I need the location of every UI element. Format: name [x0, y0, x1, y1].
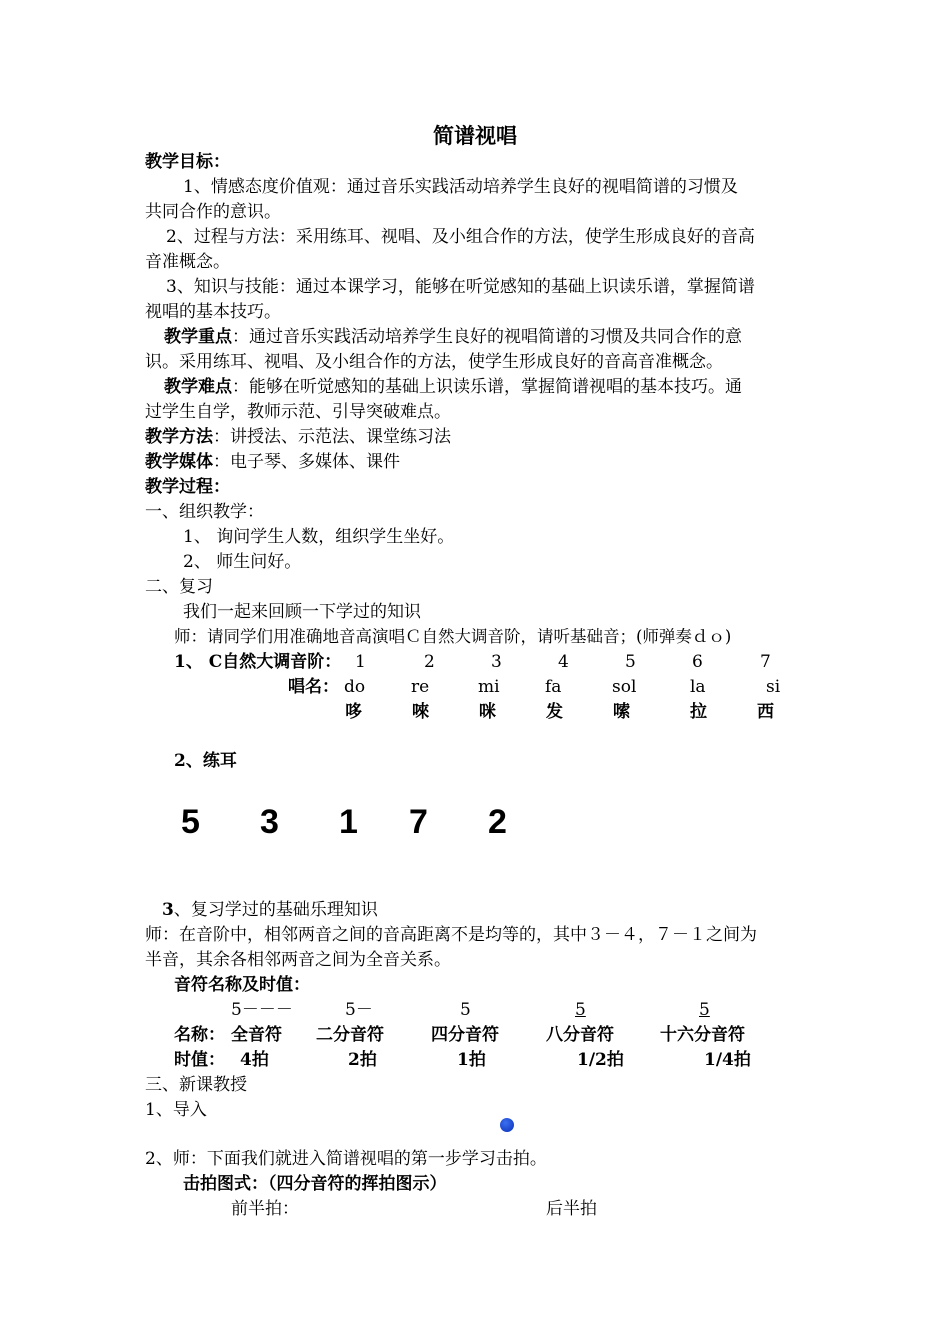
- process-heading: 教学过程：: [145, 477, 230, 497]
- scale-number: 1: [355, 652, 366, 672]
- solfege-syllable: fa: [545, 677, 562, 697]
- solfege-label: 唱名：: [288, 677, 339, 697]
- beat-diagram-heading: 击拍图式：（四分音符的挥拍图示）: [183, 1174, 447, 1194]
- note-symbol: 5: [575, 1000, 586, 1020]
- solfege-syllable: mi: [478, 677, 500, 697]
- review-number: 3: [162, 900, 174, 920]
- note-name: 二分音符: [316, 1025, 384, 1045]
- note-name: 四分音符: [431, 1025, 499, 1045]
- ear-note: 5: [181, 803, 200, 841]
- ear-note: 3: [260, 803, 279, 841]
- solfege-chinese: 拉: [690, 702, 707, 722]
- difficulty-line-1: [164, 375, 742, 399]
- difficulty-text: ：能够在听觉感知的基础上识读乐谱，掌握简谱视唱的基本技巧。通: [232, 377, 742, 397]
- note-name: 八分音符: [546, 1025, 614, 1045]
- ear-note: 7: [409, 803, 428, 841]
- note-value: 4拍: [240, 1050, 269, 1070]
- goal-2-line-1: 2、过程与方法：采用练耳、视唱、及小组合作的方法，使学生形成良好的音高: [166, 227, 755, 247]
- ear-note: 1: [339, 803, 358, 841]
- scale-number: 6: [692, 652, 703, 672]
- section-1-heading: 一、组织教学：: [145, 502, 264, 522]
- method-line: [145, 425, 451, 449]
- solfege-chinese: 嗦: [613, 702, 630, 722]
- note-name-label: 名称：: [174, 1025, 225, 1045]
- solfege-syllable: la: [690, 677, 706, 697]
- goal-2-line-2: 音准概念。: [145, 252, 230, 272]
- section-3-heading: 三、新课教授: [145, 1075, 247, 1095]
- key-points-label: 教学重点: [164, 327, 232, 347]
- note-value-label: 时值：: [174, 1050, 225, 1070]
- solfege-chinese: 唻: [412, 702, 429, 722]
- review-text: 、复习学过的基础乐理知识: [173, 900, 378, 920]
- goal-1-line-2: 共同合作的意识。: [145, 202, 281, 222]
- scale-number: 5: [625, 652, 636, 672]
- scale-number: 2: [424, 652, 435, 672]
- note-value: 1/2拍: [577, 1050, 624, 1070]
- theory-line-1: 师：在音阶中，相邻两音之间的音高距离不是均等的，其中３－４，７－１之间为: [145, 925, 757, 945]
- note-value: 2拍: [348, 1050, 377, 1070]
- solfege-chinese: 哆: [345, 702, 362, 722]
- scale-label: 1、 C自然大调音阶：: [174, 652, 342, 672]
- note-value: 1拍: [457, 1050, 486, 1070]
- section-1-item-1: 1、 询问学生人数，组织学生坐好。: [183, 527, 455, 547]
- goal-3-line-2: 视唱的基本技巧。: [145, 302, 281, 322]
- solfege-syllable: do: [344, 677, 366, 697]
- scale-number: 7: [760, 652, 771, 672]
- note-symbol: 5－－－: [231, 1000, 293, 1020]
- method-label: 教学方法: [145, 427, 213, 447]
- theory-line-2: 半音，其余各相邻两音之间为全音关系。: [145, 950, 451, 970]
- solfege-syllable: si: [766, 677, 781, 697]
- goal-1-line-1: 1、情感态度价值观：通过音乐实践活动培养学生良好的视唱简谱的习惯及: [183, 177, 738, 197]
- back-half-beat-label: 后半拍: [546, 1199, 597, 1219]
- media-text: ：电子琴、多媒体、课件: [213, 452, 400, 472]
- front-half-beat-label: 前半拍：: [231, 1199, 299, 1219]
- solfege-chinese: 西: [757, 702, 774, 722]
- section-3-item-1: 1、导入: [145, 1100, 207, 1120]
- key-points-line-1: [164, 325, 742, 349]
- note-symbol: 5－: [345, 1000, 373, 1020]
- solfege-syllable: re: [411, 677, 430, 697]
- scale-number: 3: [491, 652, 502, 672]
- solfege-chinese: 咪: [479, 702, 496, 722]
- blue-dot-icon: [500, 1118, 514, 1132]
- method-text: ：讲授法、示范法、课堂练习法: [213, 427, 451, 447]
- key-points-line-2: 识。采用练耳、视唱、及小组合作的方法，使学生形成良好的音高音准概念。: [145, 352, 723, 372]
- note-name: 全音符: [231, 1025, 282, 1045]
- note-symbol: 5: [699, 1000, 710, 1020]
- section-3-item-2: 2、师：下面我们就进入简谱视唱的第一步学习击拍。: [145, 1149, 547, 1169]
- section-1-item-2: 2、 师生问好。: [183, 552, 302, 572]
- goal-3-line-1: 3、知识与技能：通过本课学习，能够在听觉感知的基础上识读乐谱，掌握简谱: [166, 277, 755, 297]
- key-points-text: ：通过音乐实践活动培养学生良好的视唱简谱的习惯及共同合作的意: [232, 327, 742, 347]
- ear-training-label: 2、练耳: [174, 751, 237, 771]
- note-name: 十六分音符: [660, 1025, 745, 1045]
- document-title: 简谱视唱: [433, 123, 517, 148]
- goals-heading: 教学目标：: [145, 152, 230, 172]
- media-label: 教学媒体: [145, 452, 213, 472]
- section-2-intro: 我们一起来回顾一下学过的知识: [183, 602, 421, 622]
- section-2-heading: 二、复习: [145, 577, 213, 597]
- section-2-teacher-line: 师：请同学们用准确地音高演唱Ｃ自然大调音阶，请听基础音；(师弹奏ｄｏ): [174, 627, 732, 646]
- notes-heading: 音符名称及时值：: [174, 975, 310, 995]
- solfege-syllable: sol: [612, 677, 637, 697]
- note-value: 1/4拍: [704, 1050, 751, 1070]
- ear-note: 2: [488, 803, 507, 841]
- note-symbol: 5: [460, 1000, 471, 1020]
- review-heading: [162, 898, 378, 922]
- difficulty-label: 教学难点: [164, 377, 232, 397]
- difficulty-line-2: 过学生自学，教师示范、引导突破难点。: [145, 402, 451, 422]
- solfege-chinese: 发: [546, 702, 563, 722]
- media-line: [145, 450, 400, 474]
- scale-number: 4: [558, 652, 569, 672]
